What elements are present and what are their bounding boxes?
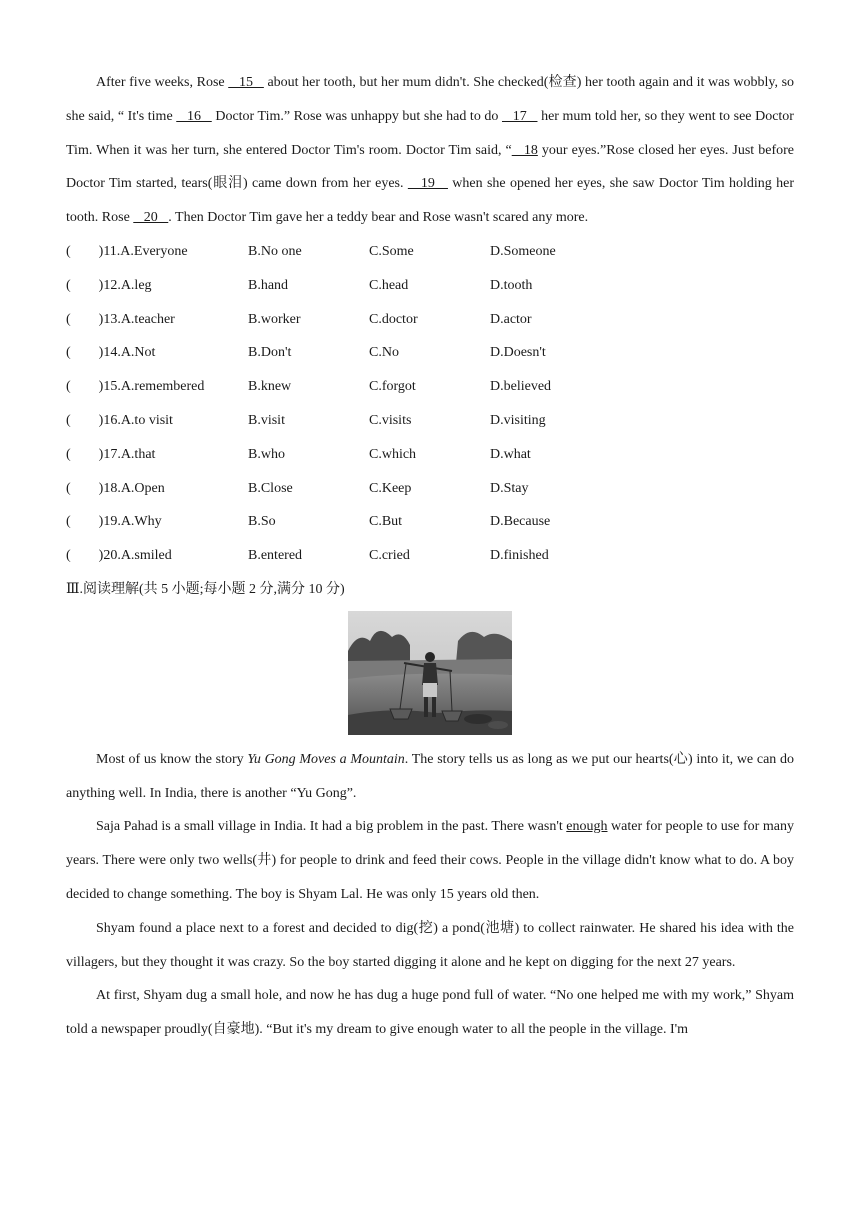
- blank-19: 19: [407, 176, 448, 192]
- option-d[interactable]: D.Someone: [490, 243, 556, 259]
- option-b[interactable]: B.Close: [248, 480, 293, 496]
- option-b[interactable]: B.who: [248, 446, 285, 462]
- option-c[interactable]: C.No: [369, 345, 399, 361]
- option-a[interactable]: ( )14.A.Not: [66, 345, 156, 361]
- option-b[interactable]: B.worker: [248, 311, 301, 327]
- question-row: [66, 269, 794, 303]
- reading-paragraph-1: [66, 743, 794, 811]
- paragraph-text: . The story tells us as long as we put our hearts(心) into it, we can do anything well. In India, there is another “Yu Gong”.: [66, 751, 794, 801]
- option-a[interactable]: ( )16.A.to visit: [66, 412, 173, 428]
- blank-15: 15: [228, 75, 264, 90]
- question-row: [66, 472, 794, 506]
- question-row: [66, 505, 794, 539]
- option-b[interactable]: B.So: [248, 514, 276, 530]
- blank-17: 17: [501, 108, 538, 124]
- question-row: [66, 303, 794, 337]
- option-a[interactable]: ( )19.A.Why: [66, 514, 162, 530]
- story-title: Yu Gong Moves a Mountain: [247, 751, 405, 767]
- reading-passage: [66, 743, 794, 1047]
- option-c[interactable]: C.Keep: [369, 480, 412, 496]
- option-b[interactable]: B.hand: [248, 277, 289, 293]
- option-d[interactable]: D.Stay: [490, 480, 529, 496]
- paragraph-text: Most of us know the story: [96, 751, 248, 767]
- cloze-passage: [66, 66, 794, 235]
- option-d[interactable]: D.believed: [490, 379, 552, 395]
- paragraph-text: Saja Pahad is a small village in India. It had a big problem in the past. There wasn't: [96, 819, 567, 835]
- question-row: [66, 370, 794, 404]
- option-c[interactable]: C.But: [369, 514, 403, 530]
- cloze-text: After five weeks, Rose: [96, 75, 229, 90]
- underlined-word: enough: [566, 819, 608, 835]
- option-c[interactable]: C.doctor: [369, 311, 418, 327]
- section-heading: Ⅲ.阅读理解(共 5 小题;每小题 2 分,满分 10 分): [66, 581, 345, 597]
- option-c[interactable]: C.head: [369, 277, 409, 293]
- cloze-text: about her tooth, but her mum didn't. She checked(检查) her tooth again and it was wobbly, so she said, “ It's time: [66, 75, 795, 124]
- exam-page: [66, 66, 794, 1047]
- option-a[interactable]: ( )15.A.remembered: [66, 379, 205, 395]
- option-d[interactable]: D.finished: [490, 548, 549, 564]
- option-b[interactable]: B.Don't: [248, 345, 292, 361]
- man-by-pond-photo: [348, 611, 512, 735]
- option-d[interactable]: D.Doesn't: [490, 345, 546, 361]
- option-d[interactable]: D.what: [490, 446, 531, 462]
- question-row: [66, 539, 794, 573]
- option-d[interactable]: D.Because: [490, 514, 551, 530]
- question-row: [66, 438, 794, 472]
- question-row: [66, 235, 794, 269]
- cloze-text: . Then Doctor Tim gave her a teddy bear and Rose wasn't scared any more.: [168, 210, 589, 226]
- option-d[interactable]: D.tooth: [490, 277, 533, 293]
- option-c[interactable]: C.which: [369, 446, 417, 462]
- option-b[interactable]: B.entered: [248, 548, 303, 564]
- option-b[interactable]: B.No one: [248, 243, 302, 259]
- cloze-text: Doctor Tim.” Rose was unhappy but she had to do: [211, 108, 502, 124]
- reading-paragraph-4: At first, Shyam dug a small hole, and now he has dug a huge pond full of water. “No one helped me with my work,” Shyam told a newspaper proudly(自豪地). “But it's my dream to give enough water to all the people in the village. I'm: [66, 988, 794, 1038]
- option-d[interactable]: D.visiting: [490, 412, 546, 428]
- option-c[interactable]: C.Some: [369, 243, 414, 259]
- reading-paragraph-3: Shyam found a place next to a forest and decided to dig(挖) a pond(池塘) to collect rainwater. He shared his idea with the villagers, but they thought it was crazy. So the boy started digging it alone and he kept on digging for the next 27 years.: [66, 920, 794, 970]
- blank-20: 20: [133, 210, 169, 226]
- option-a[interactable]: ( )18.A.Open: [66, 480, 165, 496]
- option-c[interactable]: C.forgot: [369, 379, 416, 395]
- option-b[interactable]: B.visit: [248, 412, 285, 428]
- option-a[interactable]: ( )11.A.Everyone: [66, 243, 188, 259]
- cloze-text: your eyes.”Rose closed her eyes. Just before Doctor Tim started, tears(眼泪) came down from her eyes.: [66, 142, 794, 192]
- option-c[interactable]: C.visits: [369, 412, 412, 428]
- option-a[interactable]: ( )17.A.that: [66, 446, 156, 462]
- photo-container: [66, 611, 794, 735]
- option-a[interactable]: ( )13.A.teacher: [66, 311, 175, 327]
- blank-18: 18: [511, 142, 538, 158]
- blank-16: 16: [176, 108, 212, 124]
- cloze-text: when she opened her eyes, she saw Doctor Tim holding her tooth. Rose: [66, 176, 795, 226]
- question-row: [66, 404, 794, 438]
- option-b[interactable]: B.knew: [248, 379, 292, 395]
- option-a[interactable]: ( )20.A.smiled: [66, 548, 172, 564]
- option-c[interactable]: C.cried: [369, 548, 410, 564]
- paragraph-text: water for people to use for many years. There were only two wells(井) for people to drink and feed their cows. People in the village didn't know what to do. A boy decided to change something. The boy is Shyam Lal. He was only 15 years old then.: [66, 819, 794, 902]
- option-a[interactable]: ( )12.A.leg: [66, 277, 152, 293]
- reading-paragraph-2: [66, 810, 794, 911]
- question-row: [66, 336, 794, 370]
- cloze-text: her mum told her, so they went to see Doctor Tim. When it was her turn, she entered Doctor Tim's room. Doctor Tim said, “: [66, 108, 794, 158]
- option-d[interactable]: D.actor: [490, 311, 532, 327]
- question-list: [66, 235, 794, 573]
